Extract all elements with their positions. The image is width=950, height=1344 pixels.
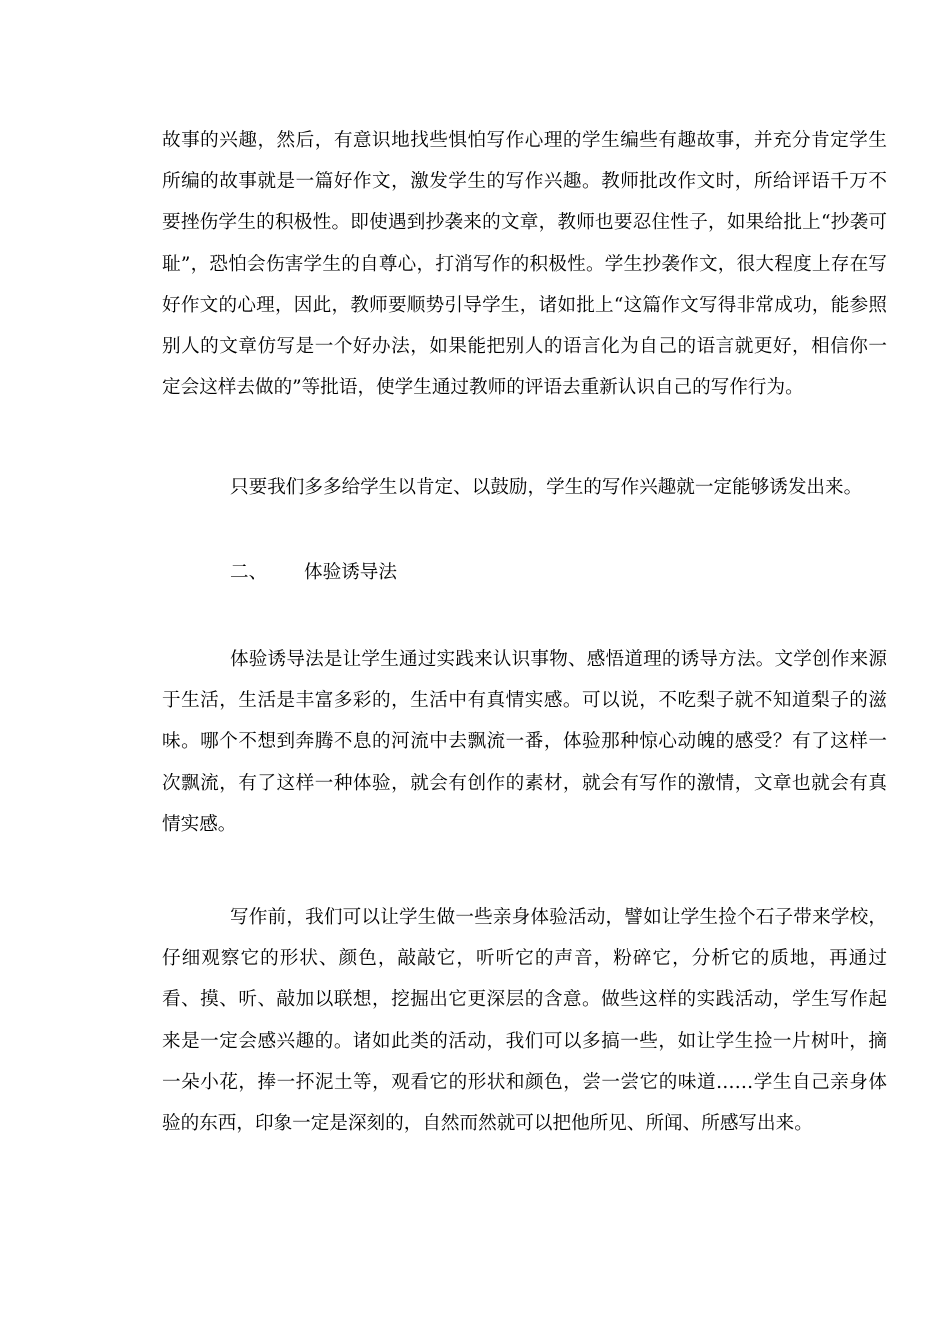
section-heading	[230, 552, 397, 593]
section-number: 二、	[230, 562, 268, 583]
paragraph-continuation: 故事的兴趣，然后，有意识地找些惧怕写作心理的学生编些有趣故事，并充分肯定学生所编的故事就是一篇好作文，激发学生的写作兴趣。教师批改作文时，所给评语千万不要挫伤学生的积极性。即使遇到抄袭来的文章，教师也要忍住性子，如果给批上“抄袭可耻”，恐怕会伤害学生的自尊心，打消写作的积极性。学生抄袭作文，很大程度上存在写好作文的心理，因此，教师要顺势引导学生，诸如批上“这篇作文写得非常成功，能参照别人的文章仿写是一个好办法，如果能把别人的语言化为自己的语言就更好，相信你一定会这样去做的”等批语，使学生通过教师的评语去重新认识自己的写作行为。	[162, 130, 887, 399]
paragraph-activities: 写作前，我们可以让学生做一些亲身体验活动，譬如让学生捡个石子带来学校，仔细观察它的形状、颜色，敲敲它，听听它的声音，粉碎它，分析它的质地，再通过看、摸、听、敲加以联想，挖掘出它更深层的含意。做些这样的实践活动，学生写作起来是一定会感兴趣的。诸如此类的活动，我们可以多搞一些，如让学生捡一片树叶，摘一朵小花，捧一抔泥土等，观看它的形状和颜色，尝一尝它的味道……学生自己亲身体验的东西，印象一定是深刻的，自然而然就可以把他所见、所闻、所感写出来。	[162, 907, 887, 1135]
section-title: 体验诱导法	[304, 562, 397, 583]
paragraph-encouragement: 只要我们多多给学生以肯定、以鼓励，学生的写作兴趣就一定能够诱发出来。	[230, 477, 863, 498]
paragraph-experience-method: 体验诱导法是让学生通过实践来认识事物、感悟道理的诱导方法。文学创作来源于生活，生活是丰富多彩的，生活中有真情实感。可以说，不吃梨子就不知道梨子的滋味。哪个不想到奔腾不息的河流中去飘流一番，体验那种惊心动魄的感受？有了这样一次飘流，有了这样一种体验，就会有创作的素材，就会有写作的激情，文章也就会有真情实感。	[162, 649, 887, 835]
